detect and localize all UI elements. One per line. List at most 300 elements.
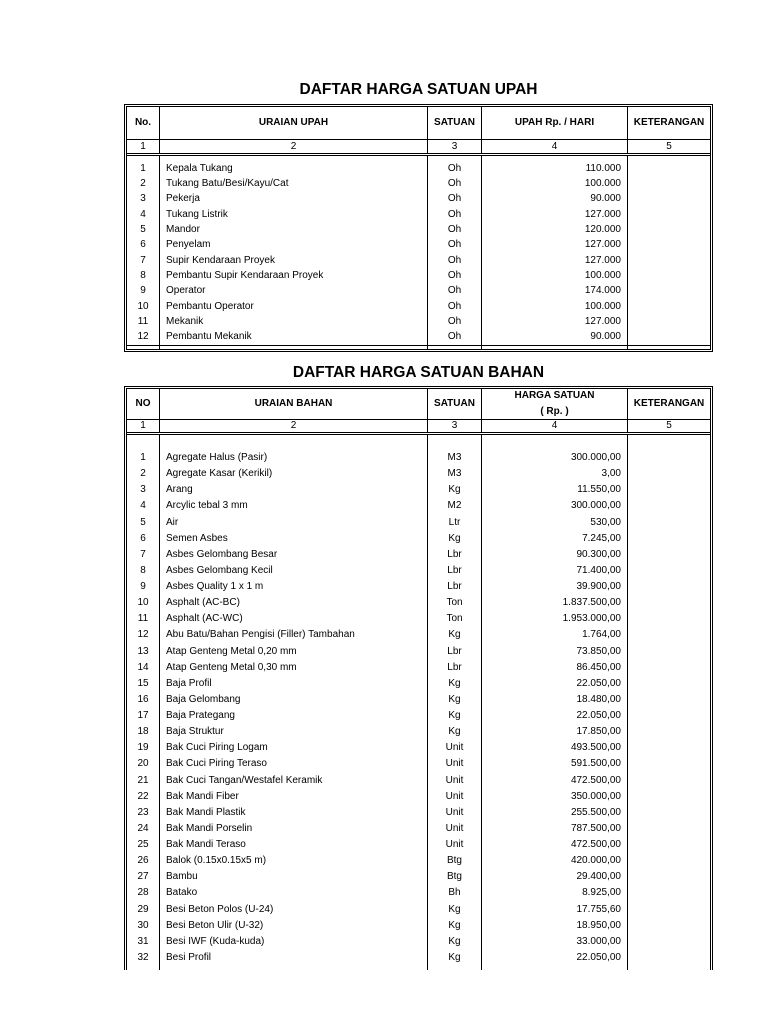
bahan-table-row xyxy=(127,821,710,837)
row-unit: Kg xyxy=(428,902,482,918)
row-number: 17 xyxy=(127,708,160,724)
row-description: Baja Profil xyxy=(160,676,428,692)
row-remarks xyxy=(628,869,710,885)
row-number: 4 xyxy=(127,207,160,222)
row-price: 472.500,00 xyxy=(482,773,628,789)
row-description: Arang xyxy=(160,482,428,498)
row-remarks xyxy=(628,740,710,756)
bahan-column-number-row xyxy=(127,420,710,435)
row-price: 493.500,00 xyxy=(482,740,628,756)
upah-table-row xyxy=(127,192,710,207)
row-unit: Ton xyxy=(428,611,482,627)
row-price: 17.755,60 xyxy=(482,902,628,918)
row-price: 300.000,00 xyxy=(482,498,628,514)
bahan-table-row xyxy=(127,805,710,821)
row-price: 100.000 xyxy=(482,268,628,283)
row-remarks xyxy=(628,644,710,660)
upah-table-row xyxy=(127,176,710,191)
row-unit: M3 xyxy=(428,450,482,466)
bahan-table-row xyxy=(127,902,710,918)
row-remarks xyxy=(628,885,710,901)
row-unit: Unit xyxy=(428,773,482,789)
empty-cell xyxy=(160,346,428,349)
row-description: Mekanik xyxy=(160,314,428,329)
row-price: 174.000 xyxy=(482,284,628,299)
row-description: Tukang Listrik xyxy=(160,207,428,222)
row-unit: Btg xyxy=(428,853,482,869)
row-number: 1 xyxy=(127,450,160,466)
bahan-table-row xyxy=(127,611,710,627)
row-number: 3 xyxy=(127,192,160,207)
row-number: 8 xyxy=(127,268,160,283)
row-description: Baja Prategang xyxy=(160,708,428,724)
row-description: Baja Struktur xyxy=(160,724,428,740)
upah-table-row xyxy=(127,161,710,176)
row-price: 90.000 xyxy=(482,192,628,207)
bahan-table-row xyxy=(127,869,710,885)
row-price: 7.245,00 xyxy=(482,531,628,547)
header-harga: UPAH Rp. / HARI xyxy=(482,107,628,139)
row-price: 350.000,00 xyxy=(482,789,628,805)
row-remarks xyxy=(628,450,710,466)
row-description: Bak Mandi Fiber xyxy=(160,789,428,805)
row-unit: Kg xyxy=(428,950,482,966)
bahan-table-row xyxy=(127,885,710,901)
row-unit: Unit xyxy=(428,805,482,821)
upah-table-row xyxy=(127,253,710,268)
row-price: 86.450,00 xyxy=(482,660,628,676)
row-number: 13 xyxy=(127,644,160,660)
row-unit: M2 xyxy=(428,498,482,514)
empty-cell xyxy=(428,966,482,970)
row-unit: Oh xyxy=(428,161,482,176)
row-remarks xyxy=(628,950,710,966)
row-price: 71.400,00 xyxy=(482,563,628,579)
upah-table-row xyxy=(127,207,710,222)
row-number: 2 xyxy=(127,466,160,482)
row-unit: Lbr xyxy=(428,579,482,595)
row-remarks xyxy=(628,330,710,345)
row-description: Bak Cuci Tangan/Westafel Keramik xyxy=(160,773,428,789)
row-remarks xyxy=(628,515,710,531)
row-price: 33.000,00 xyxy=(482,934,628,950)
row-number: 12 xyxy=(127,330,160,345)
row-price: 100.000 xyxy=(482,176,628,191)
row-number: 11 xyxy=(127,611,160,627)
bahan-header-row xyxy=(127,389,710,420)
bahan-table-row xyxy=(127,773,710,789)
row-unit: Kg xyxy=(428,482,482,498)
upah-title: DAFTAR HARGA SATUAN UPAH xyxy=(299,81,538,98)
row-description: Bambu xyxy=(160,869,428,885)
empty-cell xyxy=(482,966,628,970)
row-unit: Kg xyxy=(428,724,482,740)
header-satuan: SATUAN xyxy=(428,107,482,139)
row-remarks xyxy=(628,253,710,268)
row-remarks xyxy=(628,676,710,692)
row-remarks xyxy=(628,466,710,482)
row-unit: Lbr xyxy=(428,563,482,579)
spacer-row xyxy=(127,966,710,970)
row-number: 2 xyxy=(127,176,160,191)
row-description: Balok (0.15x0.15x5 m) xyxy=(160,853,428,869)
upah-rows xyxy=(127,161,710,345)
row-number: 28 xyxy=(127,885,160,901)
bahan-table-row xyxy=(127,563,710,579)
row-number: 31 xyxy=(127,934,160,950)
row-number: 22 xyxy=(127,789,160,805)
spacer-row xyxy=(127,435,710,450)
row-remarks xyxy=(628,773,710,789)
empty-cell xyxy=(628,966,710,970)
row-number: 23 xyxy=(127,805,160,821)
row-price: 17.850,00 xyxy=(482,724,628,740)
row-unit: Oh xyxy=(428,222,482,237)
column-number: 2 xyxy=(160,140,428,153)
row-unit: Ton xyxy=(428,595,482,611)
row-number: 6 xyxy=(127,531,160,547)
bahan-table-row xyxy=(127,531,710,547)
bahan-table-row xyxy=(127,644,710,660)
row-number: 4 xyxy=(127,498,160,514)
row-unit: Oh xyxy=(428,253,482,268)
row-number: 8 xyxy=(127,563,160,579)
row-number: 16 xyxy=(127,692,160,708)
row-price: 11.550,00 xyxy=(482,482,628,498)
row-remarks xyxy=(628,724,710,740)
row-description: Bak Mandi Teraso xyxy=(160,837,428,853)
row-description: Agregate Kasar (Kerikil) xyxy=(160,466,428,482)
column-number: 1 xyxy=(127,140,160,153)
bahan-table-row xyxy=(127,450,710,466)
row-price: 110.000 xyxy=(482,161,628,176)
row-description: Bak Mandi Porselin xyxy=(160,821,428,837)
row-unit: Lbr xyxy=(428,644,482,660)
row-number: 5 xyxy=(127,515,160,531)
empty-cell xyxy=(160,435,428,450)
bahan-table-row xyxy=(127,918,710,934)
row-remarks xyxy=(628,692,710,708)
row-price: 22.050,00 xyxy=(482,676,628,692)
row-number: 1 xyxy=(127,161,160,176)
row-description: Besi IWF (Kuda-kuda) xyxy=(160,934,428,950)
row-price: 18.480,00 xyxy=(482,692,628,708)
row-number: 24 xyxy=(127,821,160,837)
row-unit: Kg xyxy=(428,676,482,692)
row-unit: Oh xyxy=(428,176,482,191)
header-keterangan: KETERANGAN xyxy=(633,398,705,409)
row-remarks xyxy=(628,314,710,329)
bahan-table-row xyxy=(127,676,710,692)
row-unit: Unit xyxy=(428,821,482,837)
bahan-table-row xyxy=(127,837,710,853)
header-satuan: SATUAN xyxy=(428,389,482,419)
row-price: 120.000 xyxy=(482,222,628,237)
row-price: 127.000 xyxy=(482,253,628,268)
row-description: Operator xyxy=(160,284,428,299)
bahan-title: DAFTAR HARGA SATUAN BAHAN xyxy=(292,364,545,381)
row-number: 7 xyxy=(127,547,160,563)
row-description: Atap Genteng Metal 0,20 mm xyxy=(160,644,428,660)
row-unit: Oh xyxy=(428,207,482,222)
row-unit: Oh xyxy=(428,192,482,207)
row-remarks xyxy=(628,238,710,253)
upah-table-row xyxy=(127,284,710,299)
row-price: 472.500,00 xyxy=(482,837,628,853)
row-remarks xyxy=(628,563,710,579)
empty-cell xyxy=(628,346,710,349)
row-unit: Kg xyxy=(428,692,482,708)
column-number: 3 xyxy=(428,420,482,432)
row-number: 25 xyxy=(127,837,160,853)
row-number: 21 xyxy=(127,773,160,789)
row-price: 73.850,00 xyxy=(482,644,628,660)
row-price: 90.300,00 xyxy=(482,547,628,563)
bahan-table-row xyxy=(127,934,710,950)
header-harga-line2: ( Rp. ) xyxy=(540,406,569,417)
upah-table-row xyxy=(127,222,710,237)
row-description: Kepala Tukang xyxy=(160,161,428,176)
row-description: Pekerja xyxy=(160,192,428,207)
empty-cell xyxy=(160,966,428,970)
bahan-table-row xyxy=(127,724,710,740)
row-description: Besi Profil xyxy=(160,950,428,966)
row-unit: Oh xyxy=(428,330,482,345)
header-harga xyxy=(482,389,628,419)
row-price: 300.000,00 xyxy=(482,450,628,466)
row-price: 3,00 xyxy=(482,466,628,482)
row-remarks xyxy=(628,805,710,821)
spacer-row xyxy=(127,345,710,349)
row-remarks xyxy=(628,579,710,595)
row-remarks xyxy=(628,547,710,563)
column-number: 3 xyxy=(428,140,482,153)
row-unit: Oh xyxy=(428,314,482,329)
row-description: Bak Cuci Piring Logam xyxy=(160,740,428,756)
row-price: 1.764,00 xyxy=(482,627,628,643)
row-unit: Unit xyxy=(428,740,482,756)
row-remarks xyxy=(628,192,710,207)
bahan-table-row xyxy=(127,579,710,595)
bahan-table-row xyxy=(127,498,710,514)
upah-table-row xyxy=(127,238,710,253)
row-unit: Lbr xyxy=(428,547,482,563)
row-number: 10 xyxy=(127,299,160,314)
row-description: Batako xyxy=(160,885,428,901)
row-remarks xyxy=(628,595,710,611)
row-number: 14 xyxy=(127,660,160,676)
row-number: 10 xyxy=(127,595,160,611)
row-description: Asphalt (AC-WC) xyxy=(160,611,428,627)
row-unit: M3 xyxy=(428,466,482,482)
row-remarks xyxy=(628,299,710,314)
row-remarks xyxy=(628,918,710,934)
row-unit: Oh xyxy=(428,238,482,253)
row-price: 255.500,00 xyxy=(482,805,628,821)
row-description: Besi Beton Polos (U-24) xyxy=(160,902,428,918)
row-description: Asphalt (AC-BC) xyxy=(160,595,428,611)
upah-header-row xyxy=(127,107,710,140)
column-number: 5 xyxy=(666,140,672,152)
row-unit: Kg xyxy=(428,934,482,950)
row-number: 30 xyxy=(127,918,160,934)
bahan-table-row xyxy=(127,627,710,643)
bahan-table-row xyxy=(127,789,710,805)
row-remarks xyxy=(628,627,710,643)
row-price: 420.000,00 xyxy=(482,853,628,869)
row-price: 90.000 xyxy=(482,330,628,345)
bahan-table xyxy=(124,386,713,970)
header-keterangan: KETERANGAN xyxy=(633,117,705,128)
row-description: Besi Beton Ulir (U-32) xyxy=(160,918,428,934)
row-number: 7 xyxy=(127,253,160,268)
row-remarks xyxy=(628,176,710,191)
row-remarks xyxy=(628,660,710,676)
bahan-table-row xyxy=(127,482,710,498)
row-price: 530,00 xyxy=(482,515,628,531)
row-unit: Oh xyxy=(428,299,482,314)
upah-column-number-row xyxy=(127,140,710,156)
empty-cell xyxy=(628,435,710,450)
row-description: Mandor xyxy=(160,222,428,237)
row-description: Arcylic tebal 3 mm xyxy=(160,498,428,514)
row-number: 32 xyxy=(127,950,160,966)
row-unit: Kg xyxy=(428,627,482,643)
upah-table-row xyxy=(127,330,710,345)
row-price: 127.000 xyxy=(482,314,628,329)
row-number: 11 xyxy=(127,314,160,329)
row-unit: Ltr xyxy=(428,515,482,531)
row-price: 1.953.000,00 xyxy=(482,611,628,627)
row-description: Pembantu Supir Kendaraan Proyek xyxy=(160,268,428,283)
row-description: Baja Gelombang xyxy=(160,692,428,708)
row-remarks xyxy=(628,789,710,805)
row-number: 19 xyxy=(127,740,160,756)
row-unit: Kg xyxy=(428,918,482,934)
row-description: Tukang Batu/Besi/Kayu/Cat xyxy=(160,176,428,191)
row-number: 27 xyxy=(127,869,160,885)
row-description: Abu Batu/Bahan Pengisi (Filler) Tambahan xyxy=(160,627,428,643)
header-no: No. xyxy=(127,107,160,139)
upah-table xyxy=(124,104,713,352)
column-number: 4 xyxy=(482,140,628,153)
row-description: Pembantu Mekanik xyxy=(160,330,428,345)
row-unit: Unit xyxy=(428,756,482,772)
row-remarks xyxy=(628,821,710,837)
empty-cell xyxy=(127,346,160,349)
bahan-table-row xyxy=(127,515,710,531)
bahan-table-row xyxy=(127,547,710,563)
row-description: Pembantu Operator xyxy=(160,299,428,314)
row-remarks xyxy=(628,708,710,724)
bahan-table-row xyxy=(127,950,710,966)
row-remarks xyxy=(628,284,710,299)
row-price: 29.400,00 xyxy=(482,869,628,885)
row-description: Semen Asbes xyxy=(160,531,428,547)
column-number: 2 xyxy=(160,420,428,432)
row-remarks xyxy=(628,482,710,498)
empty-cell xyxy=(428,346,482,349)
row-description: Asbes Gelombang Kecil xyxy=(160,563,428,579)
empty-cell xyxy=(127,435,160,450)
bahan-table-row xyxy=(127,466,710,482)
row-number: 5 xyxy=(127,222,160,237)
row-number: 9 xyxy=(127,579,160,595)
row-remarks xyxy=(628,268,710,283)
bahan-table-row xyxy=(127,595,710,611)
bahan-rows xyxy=(127,450,710,966)
row-remarks xyxy=(628,756,710,772)
row-description: Supir Kendaraan Proyek xyxy=(160,253,428,268)
row-description: Asbes Gelombang Besar xyxy=(160,547,428,563)
upah-table-row xyxy=(127,299,710,314)
row-remarks xyxy=(628,853,710,869)
column-number: 4 xyxy=(482,420,628,432)
row-remarks xyxy=(628,934,710,950)
row-remarks xyxy=(628,207,710,222)
bahan-table-row xyxy=(127,692,710,708)
header-uraian: URAIAN BAHAN xyxy=(160,389,428,419)
row-number: 26 xyxy=(127,853,160,869)
row-remarks xyxy=(628,498,710,514)
row-price: 127.000 xyxy=(482,207,628,222)
row-description: Atap Genteng Metal 0,30 mm xyxy=(160,660,428,676)
row-price: 18.950,00 xyxy=(482,918,628,934)
row-price: 787.500,00 xyxy=(482,821,628,837)
row-unit: Unit xyxy=(428,789,482,805)
row-unit: Unit xyxy=(428,837,482,853)
row-number: 15 xyxy=(127,676,160,692)
row-description: Bak Cuci Piring Teraso xyxy=(160,756,428,772)
row-number: 9 xyxy=(127,284,160,299)
row-unit: Kg xyxy=(428,531,482,547)
upah-table-row xyxy=(127,314,710,329)
row-number: 6 xyxy=(127,238,160,253)
row-remarks xyxy=(628,222,710,237)
row-number: 18 xyxy=(127,724,160,740)
row-remarks xyxy=(628,837,710,853)
row-description: Bak Mandi Plastik xyxy=(160,805,428,821)
row-remarks xyxy=(628,611,710,627)
row-description: Agregate Halus (Pasir) xyxy=(160,450,428,466)
row-price: 22.050,00 xyxy=(482,950,628,966)
row-remarks xyxy=(628,531,710,547)
empty-cell xyxy=(428,435,482,450)
row-description: Air xyxy=(160,515,428,531)
empty-cell xyxy=(482,346,628,349)
row-unit: Kg xyxy=(428,708,482,724)
row-number: 12 xyxy=(127,627,160,643)
row-price: 1.837.500,00 xyxy=(482,595,628,611)
row-price: 39.900,00 xyxy=(482,579,628,595)
row-number: 20 xyxy=(127,756,160,772)
row-remarks xyxy=(628,161,710,176)
row-unit: Bh xyxy=(428,885,482,901)
bahan-table-row xyxy=(127,740,710,756)
row-description: Asbes Quality 1 x 1 m xyxy=(160,579,428,595)
row-unit: Btg xyxy=(428,869,482,885)
row-number: 29 xyxy=(127,902,160,918)
row-unit: Lbr xyxy=(428,660,482,676)
row-price: 591.500,00 xyxy=(482,756,628,772)
row-unit: Oh xyxy=(428,268,482,283)
bahan-table-row xyxy=(127,660,710,676)
row-price: 127.000 xyxy=(482,238,628,253)
bahan-table-row xyxy=(127,853,710,869)
row-price: 22.050,00 xyxy=(482,708,628,724)
row-number: 3 xyxy=(127,482,160,498)
column-number: 1 xyxy=(127,420,160,432)
